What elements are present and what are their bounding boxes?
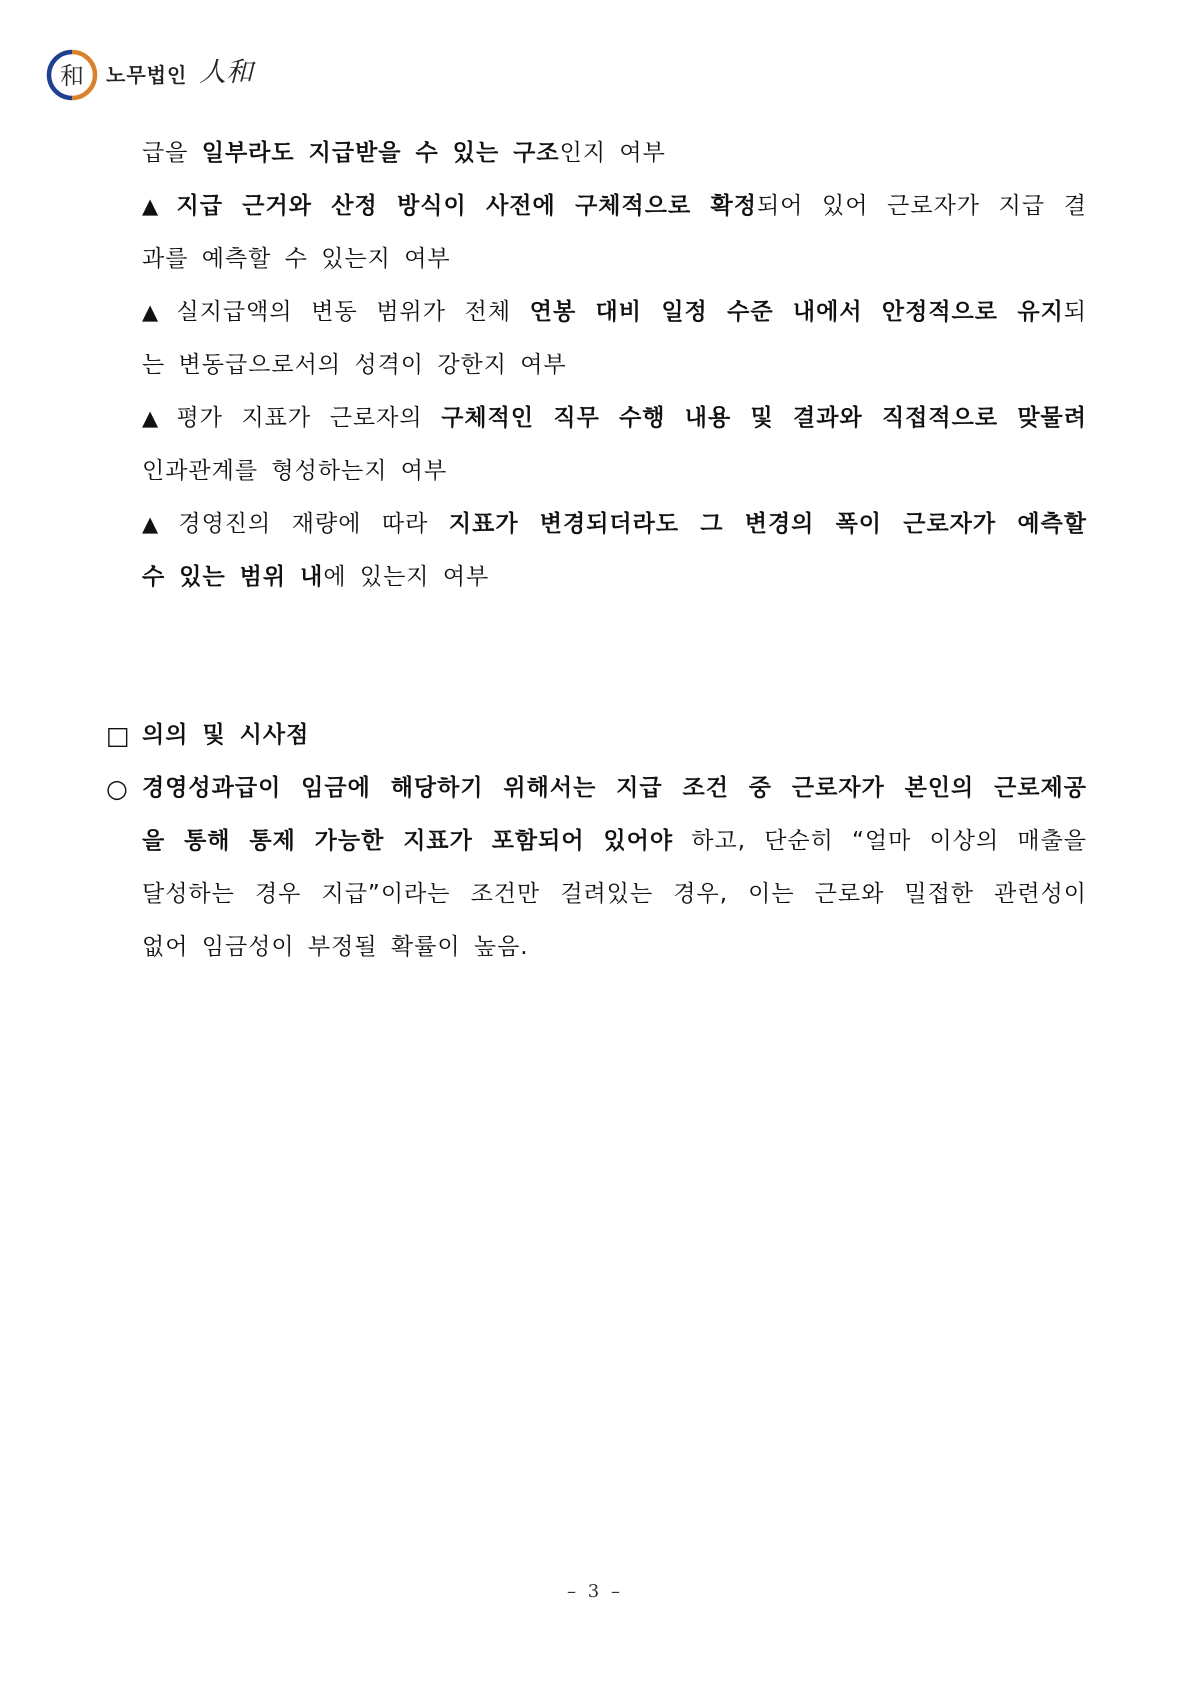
text-line — [142, 233, 1087, 286]
body-text: 과를 예측할 수 있는지 여부 — [142, 246, 451, 272]
text-line — [142, 815, 1087, 868]
firm-logo — [46, 49, 98, 101]
text-line — [142, 762, 1087, 815]
body-text: 없어 임금성이 부정될 확률이 높음. — [142, 934, 529, 960]
body-text: 에 있는지 여부 — [323, 564, 490, 590]
section-paragraph — [142, 762, 1087, 974]
text-line — [142, 180, 1087, 233]
text-line — [142, 498, 1087, 551]
body-text: 급을 — [142, 140, 202, 166]
text-line — [142, 445, 1087, 498]
body-text: 하고, 단순히 “얼마 이상의 매출을 — [673, 828, 1087, 854]
body-text: 되어 있어 근로자가 지급 결 — [756, 193, 1087, 219]
text-line — [142, 392, 1087, 445]
text-line — [142, 868, 1087, 921]
square-bullet-icon: □ — [106, 721, 130, 750]
triangle-bullet-icon: ▲ — [142, 512, 167, 536]
emphasized-text: 지표가 변경되더라도 그 변경의 폭이 근로자가 예측할 — [448, 511, 1087, 537]
body-text: 되 — [1063, 299, 1087, 325]
body-text: 경영진의 재량에 따라 — [178, 511, 449, 537]
firm-name-hanja: 人和 — [199, 57, 253, 88]
body-text: 평가 지표가 근로자의 — [176, 405, 442, 431]
text-line — [142, 921, 1087, 974]
body-text: 는 변동급으로서의 성격이 강한지 여부 — [142, 352, 567, 378]
text-line — [142, 551, 1087, 604]
logo-character: 和 — [60, 62, 84, 90]
emphasized-text: 경영성과급이 임금에 해당하기 위해서는 지급 조건 중 근로자가 본인의 근로제공 — [142, 775, 1087, 801]
page-number: – 3 – — [567, 1581, 623, 1602]
triangle-bullet-icon: ▲ — [142, 406, 165, 430]
emphasized-text: 을 통해 통제 가능한 지표가 포함되어 있어야 — [142, 828, 674, 854]
triangle-bullet-icon: ▲ — [142, 194, 165, 218]
body-text: 실지급액의 변동 범위가 전체 — [176, 299, 530, 325]
triangle-bullet-icon: ▲ — [142, 300, 165, 324]
body-text: 인과관계를 형성하는지 여부 — [142, 458, 448, 484]
emphasized-text: 일부라도 지급받을 수 있는 구조 — [201, 140, 560, 166]
text-line — [142, 127, 1087, 180]
circle-bullet-icon: ○ — [106, 774, 128, 803]
emphasized-text: 수 있는 범위 내 — [142, 564, 324, 590]
emphasized-text: 지급 근거와 산정 방식이 사전에 구체적으로 확정 — [176, 193, 757, 219]
emphasized-text: 구체적인 직무 수행 내용 및 결과와 직접적으로 맞물려 — [441, 405, 1087, 431]
body-text: 달성하는 경우 지급”이라는 조건만 걸려있는 경우, 이는 근로와 밀접한 관련성이 — [142, 881, 1087, 907]
emphasized-text: 연봉 대비 일정 수준 내에서 안정적으로 유지 — [529, 299, 1064, 325]
section-heading: 의의 및 시사점 — [142, 722, 310, 748]
criteria-list — [142, 127, 1087, 604]
firm-name: 노무법인 — [106, 63, 188, 87]
text-line — [142, 339, 1087, 392]
body-text: 인지 여부 — [559, 140, 666, 166]
text-line — [142, 286, 1087, 339]
